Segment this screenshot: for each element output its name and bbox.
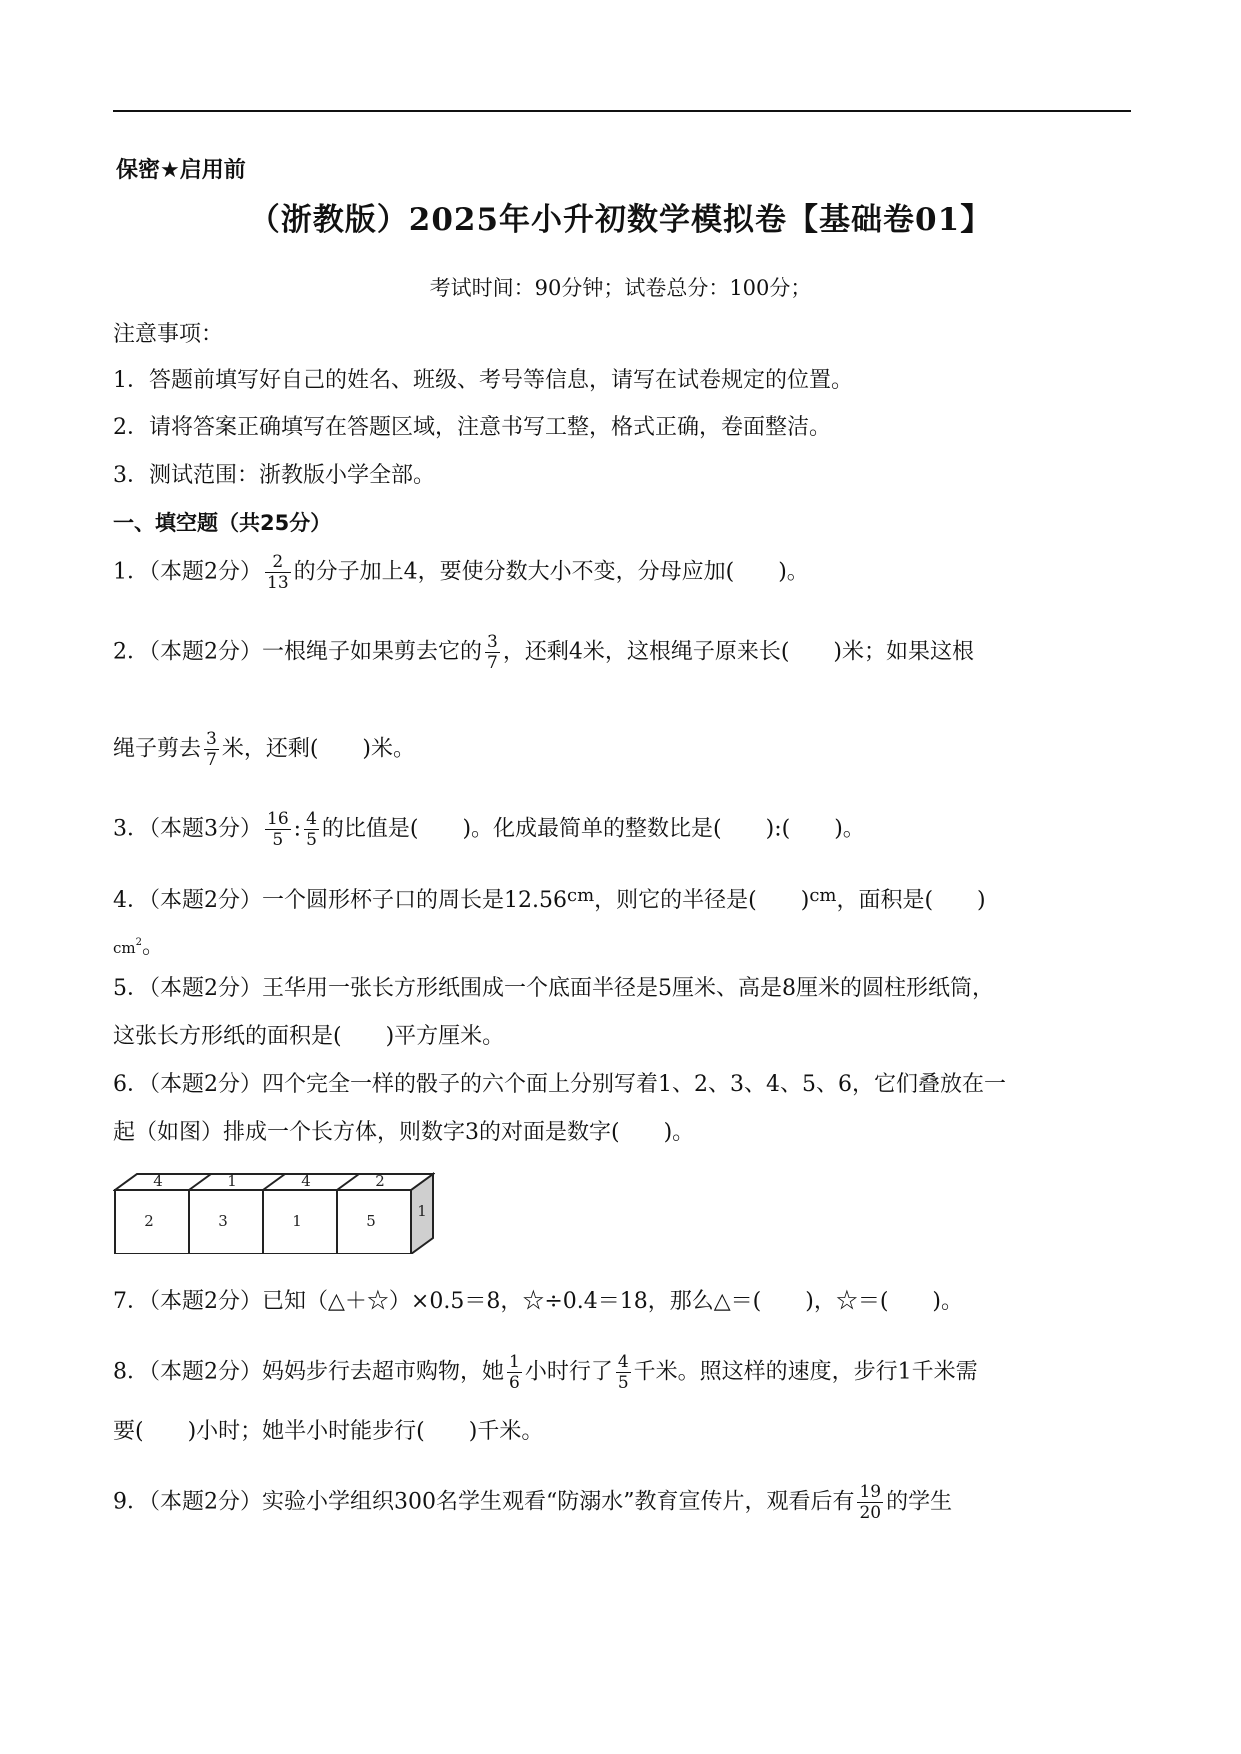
note-item-3: 3．测试范围：浙教版小学全部。 [113,463,435,488]
fraction: $\frac{4}{5}$ [306,809,317,850]
question-5-line-2: 这张长方形纸的面积是( )平方厘米。 [113,1024,505,1049]
unit-cm-squared: cm [113,939,136,957]
dice-top-label: 1 [227,1172,237,1190]
dice-front-label: 3 [218,1212,228,1230]
question-4-line-2 [113,928,164,963]
question-1-prefix: 1．（本题2分） [113,559,262,585]
note-item-1: 1．答题前填写好自己的姓名、班级、考号等信息，请写在试卷规定的位置。 [113,368,853,393]
question-8-prefix: 8．（本题2分）妈妈步行去超市购物，她 [113,1359,504,1385]
question-2-line-2-text: 米，还剩( )米。 [221,736,416,762]
question-4-mid: ，则它的半径是( ) [594,888,810,913]
question-3 [113,809,865,850]
fraction: $\frac{1}{6}$ [509,1352,520,1393]
notes-heading: 注意事项： [113,322,224,347]
exam-info: 考试时间：90分钟；试卷总分：100分； [429,276,812,300]
question-7: 7．（本题2分）已知（△＋☆）×0.5＝8，☆÷0.4＝18，那么△＝( )，☆＝( )。 [113,1289,963,1314]
exam-title: （浙教版）2025年小升初数学模拟卷【基础卷01】 [248,202,993,238]
question-6: 6．（本题2分）四个完全一样的骰子的六个面上分别写着1、2、3、4、5、6，它们叠放在一 [113,1072,1006,1097]
question-2-text: ，还剩4米，这根绳子原来长( )米；如果这根 [502,639,974,665]
question-2 [113,632,974,673]
question-8-tail: 千米。照这样的速度，步行1千米需 [633,1359,978,1385]
question-1 [113,552,809,593]
superscript-2: 2 [135,937,142,948]
question-9-tail: 的学生 [886,1489,953,1515]
dice-front-label: 1 [292,1212,302,1230]
secret-mark: 保密★启用前 [116,158,246,183]
fraction: $\frac{2}{13}$ [267,552,289,593]
note-item-2: 2．请将答案正确填写在答题区域，注意书写工整，格式正确，卷面整洁。 [113,415,831,440]
question-2-line-2 [113,729,415,770]
section-heading-fill-in: 一、填空题（共25分） [113,511,332,535]
question-3-prefix: 3．（本题3分） [113,816,262,842]
fraction: $\frac{16}{5}$ [267,809,289,850]
dice-top-label: 4 [301,1172,311,1190]
fraction: $\frac{4}{5}$ [617,1352,629,1393]
fraction: $\frac{3}{7}$ [487,632,498,673]
question-4-prefix: 4．（本题2分）一个圆形杯子口的周长是12.56 [113,888,567,913]
question-4-tail: ，面积是( ) [836,888,986,913]
question-9-prefix: 9．（本题2分）实验小学组织300名学生观看“防溺水”教育宣传片，观看后有 [113,1489,855,1515]
question-8-line-2: 要( )小时；她半小时能步行( )千米。 [113,1419,544,1444]
unit-cm: cm [566,885,595,906]
question-6-line-2: 起（如图）排成一个长方体，则数字3的对面是数字( )。 [113,1120,695,1145]
question-8 [113,1352,978,1393]
question-5: 5．（本题2分）王华用一张长方形纸围成一个底面半径是5厘米、高是8厘米的圆柱形纸筒， [113,976,994,1001]
fraction: $\frac{19}{20}$ [859,1482,882,1523]
dice-figure [113,1172,435,1254]
question-9 [113,1482,952,1523]
dice-top-label: 2 [375,1172,385,1190]
dice-side-label: 1 [417,1202,427,1220]
fraction: $\frac{3}{7}$ [206,729,217,770]
dice-top-label: 4 [153,1172,163,1190]
unit-cm: cm [809,885,837,906]
question-8-mid: 小时行了 [524,1359,613,1385]
question-1-text: 的分子加上4，要使分数大小不变，分母应加( )。 [293,559,809,585]
dice-front-label: 2 [144,1212,154,1230]
question-2-prefix: 2．（本题2分）一根绳子如果剪去它的 [113,639,482,665]
question-3-text: 的比值是( )。化成最简单的整数比是( ):( )。 [321,816,865,842]
question-2-line-2-prefix: 绳子剪去 [113,736,202,762]
dice-front-label: 5 [366,1212,376,1230]
ratio-colon: : [293,816,302,842]
question-4-line-2-tail: 。 [142,934,165,959]
question-4 [113,881,986,916]
header-rule [113,110,1131,112]
